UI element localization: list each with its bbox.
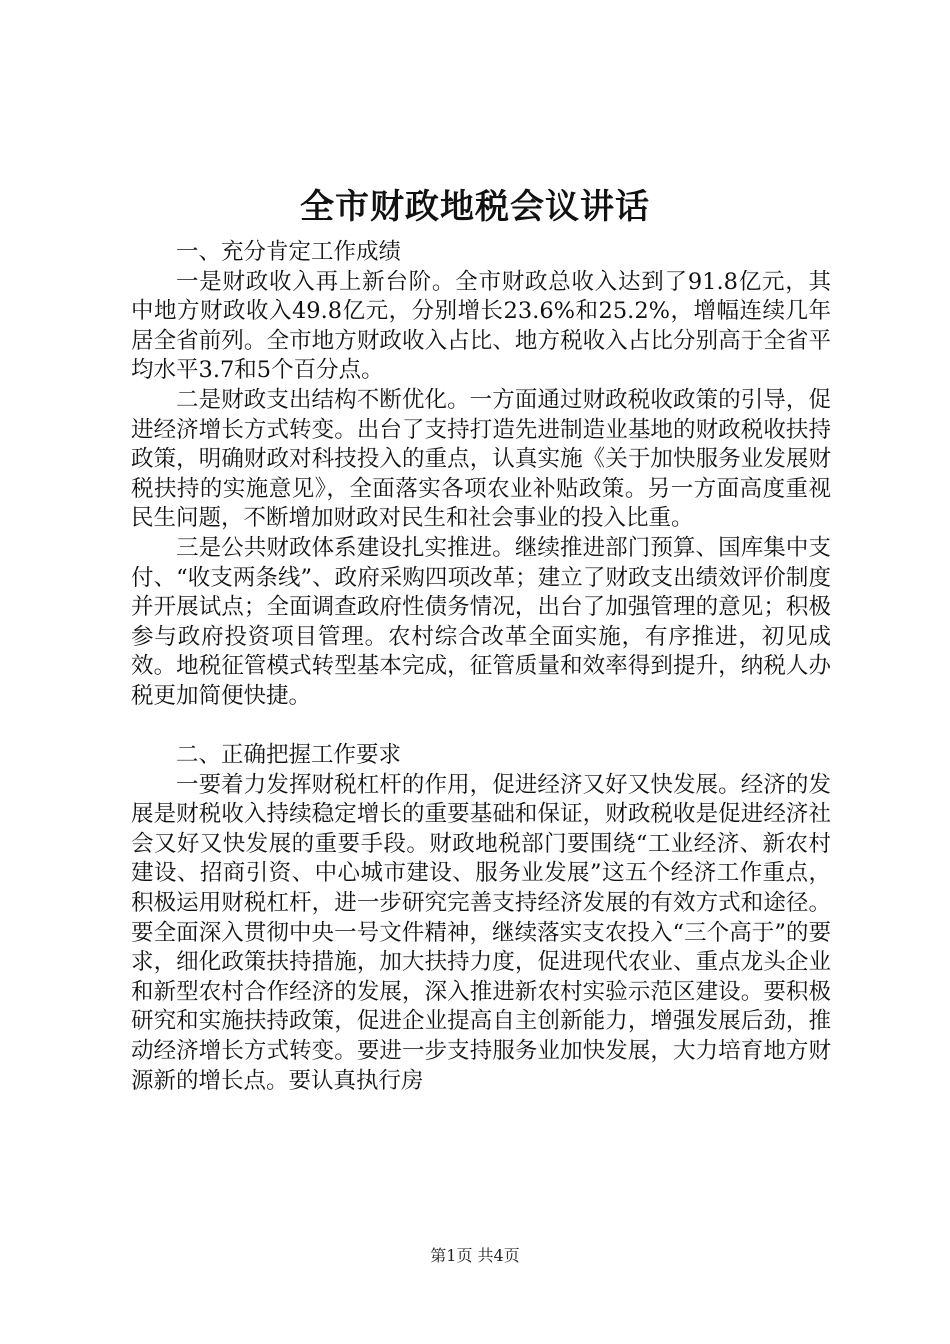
section-heading-1: 一、充分肯定工作成绩	[176, 239, 402, 265]
document-title: 全市财政地税会议讲话	[300, 187, 650, 227]
page-number-footer: 第1页 共4页	[430, 1246, 520, 1265]
paragraph-expenditure: 二是财政支出结构不断优化。一方面通过财政税收政策的引导，促进经济增长方式转变。出台了支持打造先进制造业基地的财政税收扶持政策，明确财政对科技投入的重点，认真实施《关于加快服务业发展财税扶持的实施意见》，全面落实各项农业补贴政策。另一方面高度重视民生问题，不断增加财政对民生和社会事业的投入比重。	[131, 386, 831, 532]
paragraph-fiscal-leverage: 一要着力发挥财税杠杆的作用，促进经济又好又快发展。经济的发展是财税收入持续稳定增长的重要基础和保证，财政税收是促进经济社会又好又快发展的重要手段。财政地税部门要围绕“工业经济、新农村建设、招商引资、中心城市建设、服务业发展”这五个经济工作重点，积极运用财税杠杆，进一步研究完善支持经济发展的有效方式和途径。要全面深入贯彻中央一号文件精神，继续落实支农投入“三个高于”的要求，细化政策扶持措施，加大扶持力度，促进现代农业、重点龙头企业和新型农村合作经济的发展，深入推进新农村实验示范区建设。要积极研究和实施扶持政策，促进企业提高自主创新能力，增强发展后劲，推动经济增长方式转变。要进一步支持服务业加快发展，大力培育地方财源新的增长点。要认真执行房	[131, 771, 831, 1094]
paragraph-public-finance: 三是公共财政体系建设扎实推进。继续推进部门预算、国库集中支付、“收支两条线”、政府采购四项改革；建立了财政支出绩效评价制度并开展试点；全面调查政府性债务情况，出台了加强管理的意见；积极参与政府投资项目管理。农村综合改革全面实施，有序推进，初见成效。地税征管模式转型基本完成，征管质量和效率得到提升，纳税人办税更加简便快捷。	[131, 534, 831, 709]
section-heading-2: 二、正确把握工作要求	[176, 742, 402, 769]
paragraph-revenue: 一是财政收入再上新台阶。全市财政总收入达到了91.8亿元，其中地方财政收入49.8亿元，分别增长23.6%和25.2%，增幅连续几年居全省前列。全市地方财政收入占比、地方税收入占比分别高于全省平均水平3.7和5个百分点。	[131, 268, 831, 384]
document-body	[131, 238, 831, 1096]
